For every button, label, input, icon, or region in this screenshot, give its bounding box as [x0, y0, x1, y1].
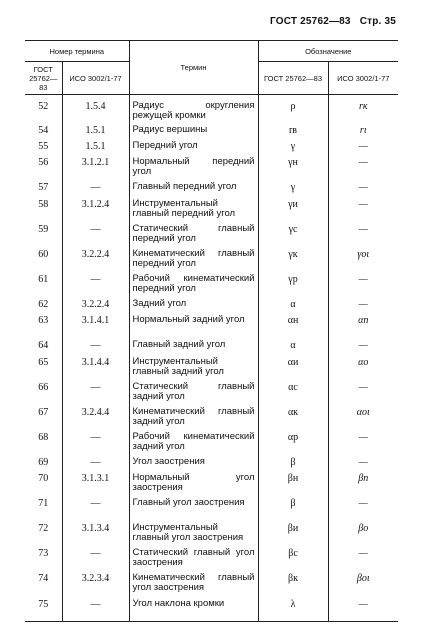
gost-term-number: 73	[25, 546, 62, 571]
gost-symbol: β	[258, 455, 328, 471]
table-row	[25, 297, 398, 313]
gost-term-number: 69	[25, 455, 62, 471]
table-row	[25, 380, 398, 405]
iso-term-number: 1.5.1	[62, 123, 129, 139]
iso-symbol: βoι	[328, 571, 398, 597]
table-row	[25, 247, 398, 272]
table-body	[25, 95, 398, 622]
table-header	[25, 41, 398, 95]
term-name: Угол заострения	[129, 455, 258, 471]
term-name: Инструментальный главный передний угол	[129, 197, 258, 222]
table-row	[25, 338, 398, 355]
gost-symbol: αн	[258, 313, 328, 338]
term-name: Задний угол	[129, 297, 258, 313]
term-name: Кинематический главный передний угол	[129, 247, 258, 272]
term-name: Главный задний угол	[129, 338, 258, 355]
iso-symbol: —	[328, 197, 398, 222]
iso-term-number: 3.1.3.4	[62, 521, 129, 546]
iso-term-number: 1.5.4	[62, 95, 129, 124]
gost-term-number: 57	[25, 180, 62, 197]
iso-term-number: 3.1.2.1	[62, 155, 129, 180]
table-row	[25, 496, 398, 521]
gost-symbol: γс	[258, 222, 328, 247]
gost-symbol: γн	[258, 155, 328, 180]
term-name: Нормальный передний угол	[129, 155, 258, 180]
gost-term-number: 56	[25, 155, 62, 180]
gost-symbol: α	[258, 338, 328, 355]
term-name: Главный передний угол	[129, 180, 258, 197]
iso-term-number: —	[62, 597, 129, 621]
term-name: Рабочий кинематический задний угол	[129, 430, 258, 455]
iso-term-number: 3.1.4.4	[62, 355, 129, 380]
iso-symbol: rк	[328, 95, 398, 124]
term-name: Нормальный угол заострения	[129, 471, 258, 496]
iso-symbol: rι	[328, 123, 398, 139]
page-number: Стр. 35	[359, 16, 396, 27]
gost-number-header: ГОСТ 25762—83	[25, 62, 62, 95]
term-name: Радиус округления режущей кромки	[129, 95, 258, 124]
gost-symbol: γ	[258, 139, 328, 155]
iso-term-number: 1.5.1	[62, 139, 129, 155]
gost-symbol: rв	[258, 123, 328, 139]
gost-term-number: 66	[25, 380, 62, 405]
terms-table	[25, 40, 398, 622]
iso-symbol: —	[328, 180, 398, 197]
gost-symbol: γ	[258, 180, 328, 197]
table-row	[25, 155, 398, 180]
table-row	[25, 571, 398, 597]
iso-term-number: —	[62, 455, 129, 471]
iso-symbol-header: ИСО 3002/1-77	[328, 62, 398, 95]
gost-symbol: λ	[258, 597, 328, 621]
gost-term-number: 61	[25, 272, 62, 297]
gost-term-number: 72	[25, 521, 62, 546]
iso-term-number: 3.1.4.1	[62, 313, 129, 338]
gost-term-number: 64	[25, 338, 62, 355]
iso-term-number: —	[62, 546, 129, 571]
table-row	[25, 521, 398, 546]
gost-symbol: αк	[258, 405, 328, 430]
page-header	[270, 16, 396, 27]
term-name: Нормальный задний угол	[129, 313, 258, 338]
iso-symbol: βo	[328, 521, 398, 546]
gost-symbol: βн	[258, 471, 328, 496]
iso-term-number: —	[62, 430, 129, 455]
term-name: Кинематический главный угол заострения	[129, 571, 258, 597]
gost-term-number: 54	[25, 123, 62, 139]
gost-term-number: 60	[25, 247, 62, 272]
gost-symbol: βк	[258, 571, 328, 597]
gost-symbol-header: ГОСТ 25762—83	[258, 62, 328, 95]
gost-term-number: 62	[25, 297, 62, 313]
table-row	[25, 471, 398, 496]
iso-symbol: —	[328, 338, 398, 355]
table-row	[25, 95, 398, 124]
iso-term-number: —	[62, 180, 129, 197]
iso-symbol: —	[328, 272, 398, 297]
iso-term-number: 3.2.2.4	[62, 247, 129, 272]
table-row	[25, 455, 398, 471]
iso-term-number: 3.2.4.4	[62, 405, 129, 430]
iso-term-number: 3.2.3.4	[62, 571, 129, 597]
iso-symbol: —	[328, 546, 398, 571]
iso-term-number: —	[62, 496, 129, 521]
iso-term-number: —	[62, 222, 129, 247]
gost-term-number: 67	[25, 405, 62, 430]
table-row	[25, 222, 398, 247]
table-row	[25, 123, 398, 139]
iso-symbol: —	[328, 155, 398, 180]
table-row	[25, 430, 398, 455]
iso-symbol: βn	[328, 471, 398, 496]
iso-symbol: —	[328, 430, 398, 455]
gost-term-number: 71	[25, 496, 62, 521]
iso-term-number: —	[62, 272, 129, 297]
term-name: Статический главный угол заострения	[129, 546, 258, 571]
iso-symbol: αo	[328, 355, 398, 380]
gost-term-number: 55	[25, 139, 62, 155]
standard-title: ГОСТ 25762—83	[269, 16, 351, 27]
iso-symbol: —	[328, 380, 398, 405]
table-row	[25, 139, 398, 155]
iso-symbol: —	[328, 496, 398, 521]
term-name: Статический главный задний угол	[129, 380, 258, 405]
table-row	[25, 313, 398, 338]
gost-symbol: βи	[258, 521, 328, 546]
table-row	[25, 355, 398, 380]
table-row	[25, 197, 398, 222]
gost-term-number: 75	[25, 597, 62, 621]
gost-symbol: ρ	[258, 95, 328, 124]
gost-term-number: 58	[25, 197, 62, 222]
gost-symbol: αи	[258, 355, 328, 380]
term-name: Инструментальный главный угол заострения	[129, 521, 258, 546]
table-row	[25, 597, 398, 621]
iso-term-number: 3.2.2.4	[62, 297, 129, 313]
iso-term-number: 3.1.2.4	[62, 197, 129, 222]
gost-symbol: β	[258, 496, 328, 521]
gost-symbol: γр	[258, 272, 328, 297]
term-number-group-header: Номер термина	[25, 41, 129, 62]
term-name: Статический главный передний угол	[129, 222, 258, 247]
term-column-header: Термин	[129, 41, 258, 95]
table-row	[25, 405, 398, 430]
gost-symbol: αс	[258, 380, 328, 405]
gost-symbol: γк	[258, 247, 328, 272]
term-name: Рабочий кинематический передний угол	[129, 272, 258, 297]
gost-symbol: αр	[258, 430, 328, 455]
term-name: Угол наклона кромки	[129, 597, 258, 621]
term-name: Инструментальный главный задний угол	[129, 355, 258, 380]
iso-symbol: —	[328, 222, 398, 247]
term-name: Кинематический главный задний угол	[129, 405, 258, 430]
gost-symbol: βс	[258, 546, 328, 571]
iso-symbol: —	[328, 139, 398, 155]
gost-term-number: 68	[25, 430, 62, 455]
iso-symbol: αn	[328, 313, 398, 338]
iso-symbol: γoι	[328, 247, 398, 272]
iso-number-header: ИСО 3002/1-77	[62, 62, 129, 95]
iso-symbol: —	[328, 297, 398, 313]
table-row	[25, 546, 398, 571]
iso-term-number: 3.1.3.1	[62, 471, 129, 496]
term-name: Главный угол заострения	[129, 496, 258, 521]
gost-term-number: 59	[25, 222, 62, 247]
iso-symbol: αoι	[328, 405, 398, 430]
term-name: Радиус вершины	[129, 123, 258, 139]
gost-term-number: 63	[25, 313, 62, 338]
gost-term-number: 65	[25, 355, 62, 380]
table-row	[25, 272, 398, 297]
term-name: Передний угол	[129, 139, 258, 155]
iso-term-number: —	[62, 380, 129, 405]
gost-symbol: α	[258, 297, 328, 313]
symbol-group-header: Обозначение	[258, 41, 398, 62]
gost-term-number: 52	[25, 95, 62, 124]
iso-term-number: —	[62, 338, 129, 355]
gost-symbol: γи	[258, 197, 328, 222]
iso-symbol: —	[328, 455, 398, 471]
iso-symbol: —	[328, 597, 398, 621]
gost-term-number: 74	[25, 571, 62, 597]
table-row	[25, 180, 398, 197]
gost-term-number: 70	[25, 471, 62, 496]
